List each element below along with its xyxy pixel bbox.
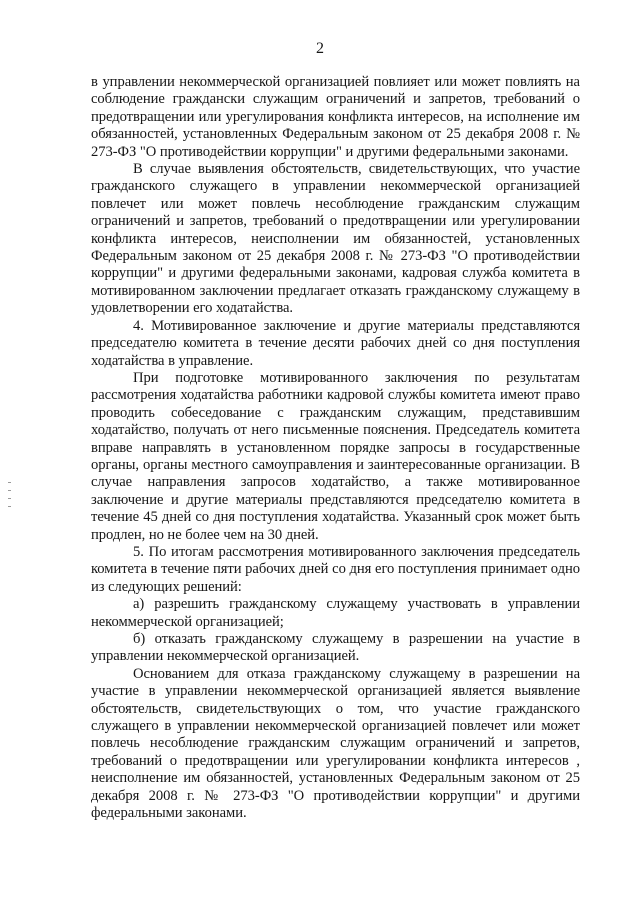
page-number: 2 [316,40,324,57]
paragraph-decision-a: а) разрешить гражданскому служащему участвовать в управлении некоммерческой организацией; [91,596,580,630]
paragraph-interview-and-requests: При подготовке мотивированного заключения по результатам рассмотрения ходатайства работники кадровой службы комитета имеют право проводить собеседование с гражданским служащим, представившим ходатайство, получать от него письменные пояснения. Председатель комитета вправе направлять в установленном порядке запросы в государственные органы, органы местного самоуправления и заинтересованные организации. В случае направления запросов ходатайство, а также мотивированное заключение и другие материалы представляются председателю комитета в течение 45 дней со дня поступления ходатайства. Указанный срок может быть продлен, но не более чем на 30 дней. [91,369,580,543]
scan-artifact-mark [8,498,11,499]
paragraph-conflict-circumstances: В случае выявления обстоятельств, свидетельствующих, что участие гражданского служащего в управлении некоммерческой организацией повлечет или может повлечь несоблюдение гражданским служащим ограничений и запретов, требований о предотвращении или урегулировании конфликта интересов, неисполнении им обязанностей, установленных Федеральным законом от 25 декабря 2008 г. № 273-ФЗ "О противодействии коррупции" и другими федеральными законами, кадровая служба комитета в мотивированном заключении предлагает отказать гражданскому служащему в удовлетворении его ходатайства. [91,161,580,317]
scan-artifact-mark [8,490,11,491]
paragraph-item-4: 4. Мотивированное заключение и другие материалы представляются председателю комитета в течение десяти рабочих дней со дня поступления ходатайства в управление. [91,317,580,369]
paragraph-refusal-grounds: Основанием для отказа гражданскому служащему в разрешении на участие в управлении некоммерческой организацией является выявление обстоятельств, свидетельствующих о том, что участие гражданского служащего в управлении некоммерческой организацией повлечет или может повлечь несоблюдение гражданским служащим ограничений и запретов, требований о предотвращении или урегулировании конфликта интересов , неисполнение им обязанностей, установленных Федеральным законом от 25 декабря 2008 г. № 273-ФЗ "О противодействии коррупции" и другими федеральными законами. [91,665,580,822]
paragraph-continuation: в управлении некоммерческой организацией повлияет или может повлиять на соблюдение граждански служащим ограничений и запретов, требований о предотвращении или урегулирования конфликта интересов, на исполнение им обязанностей, установленных Федеральным законом от 25 декабря 2008 г. № 273-ФЗ "О противодействии коррупции" и другими федеральными законами. [91,74,580,160]
paragraph-item-5: 5. По итогам рассмотрения мотивированного заключения председатель комитета в течение пяти рабочих дней со дня его поступления принимает одно из следующих решений: [91,543,580,595]
paragraph-decision-b: б) отказать гражданскому служащему в разрешении на участие в управлении некоммерческой организацией. [91,631,580,665]
scan-artifact-mark [8,482,11,483]
scan-artifact-mark [8,506,11,507]
document-body [91,74,580,822]
